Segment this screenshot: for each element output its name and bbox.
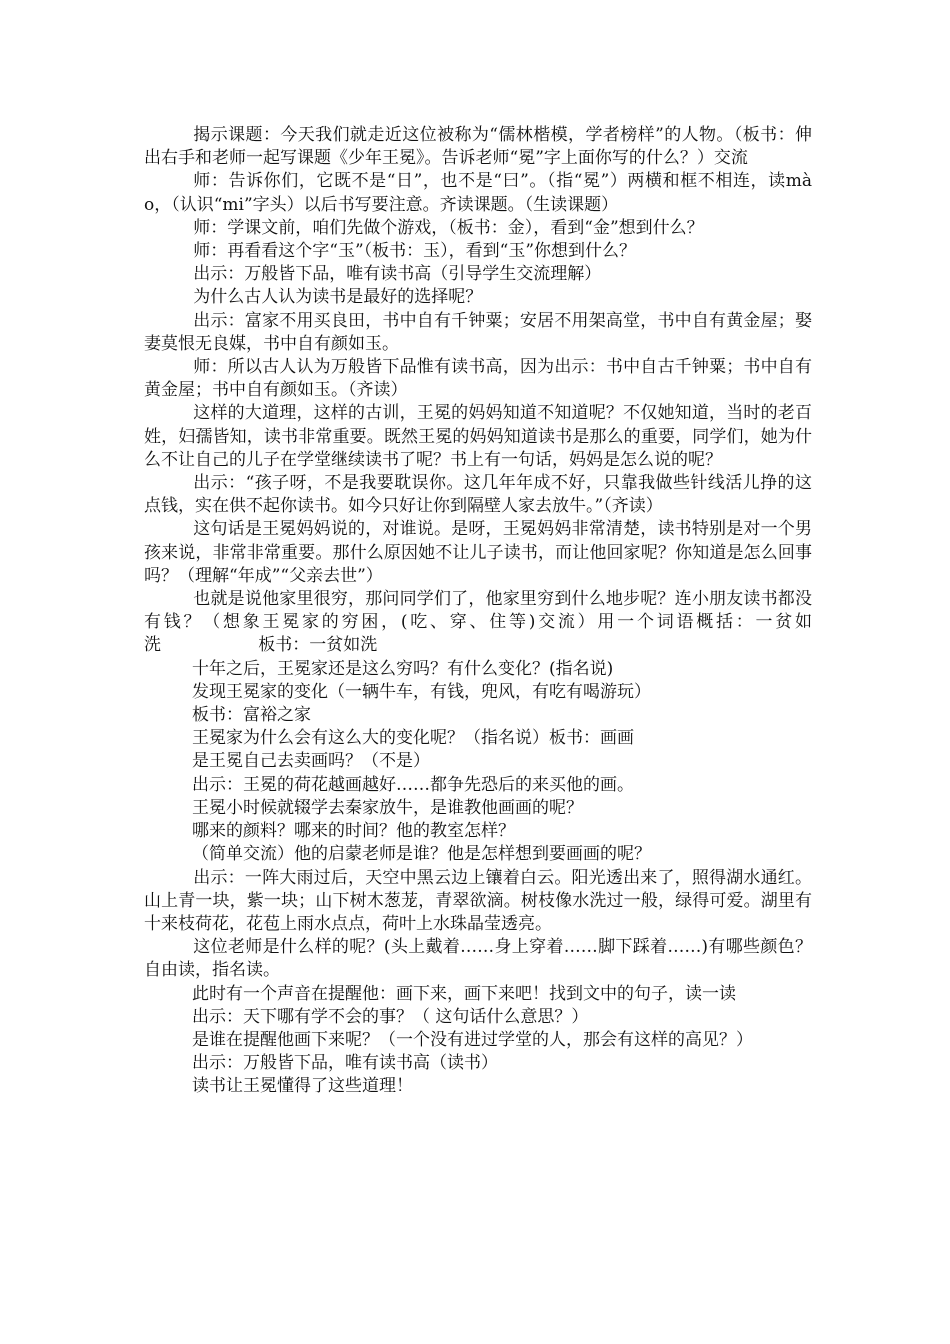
line: 此时有一个声音在提醒他：画下来，画下来吧！找到文中的句子，读一读 bbox=[192, 983, 736, 1004]
line: 是谁在提醒他画下来呢？（一个没有进过学堂的人，那会有这样的高见？） bbox=[192, 1029, 753, 1050]
line: 出示：天下哪有学不会的事？（ 这句话什么意思？） bbox=[192, 1006, 589, 1027]
paragraph: 这位老师是什么样的呢？(头上戴着……身上穿着……脚下踩着……)有哪些颜色？自由读，指名读。 bbox=[144, 937, 812, 981]
paragraph: 这样的大道理，这样的古训，王冕的妈妈知道不知道呢？不仅她知道，当时的老百姓，妇孺皆知，读书非常重要。既然王冕的妈妈知道读书是那么的重要，同学们，她为什么不让自己的儿子在学堂继续读书了呢？书上有一句话，妈妈是怎么说的呢？ bbox=[144, 403, 812, 470]
line: 是王冕自己去卖画吗？（不是） bbox=[192, 751, 430, 772]
line: 出示：万般皆下品，唯有读书高（读书） bbox=[192, 1053, 498, 1074]
line: 出示：王冕的荷花越画越好……都争先恐后的来买他的画。 bbox=[192, 774, 634, 795]
paragraph: 出示：“孩子呀，不是我要耽误你。这几年年成不好，只靠我做些针线活儿挣的这点钱，实在供不起你读书。如今只好让你到隔壁人家去放牛。”（齐读） bbox=[144, 473, 812, 517]
line: 十年之后，王冕家还是这么穷吗？有什么变化？(指名说) bbox=[192, 658, 614, 679]
board-note: 板书：一贫如洗 bbox=[258, 635, 378, 656]
line: 发现王冕家的变化（一辆牛车，有钱，兜风，有吃有喝游玩） bbox=[192, 681, 651, 702]
line: 哪来的颜料？哪来的时间？他的教室怎样？ bbox=[192, 821, 515, 842]
paragraph: 这句话是王冕妈妈说的，对谁说。是呀，王冕妈妈非常清楚，读书特别是对一个男孩来说，非常非常重要。那什么原因她不让儿子读书，而让他回家呢？你知道是怎么回事吗？（理解“年成”“父亲去世”） bbox=[144, 519, 812, 586]
line: 板书：富裕之家 bbox=[192, 705, 311, 726]
line: （简单交流）他的启蒙老师是谁？他是怎样想到要画画的呢？ bbox=[192, 844, 651, 865]
paragraph: 师：告诉你们，它既不是“日”，也不是“曰”。（指“冕”）两横和框不相连，读mào，（认识“mi”字头）以后书写要注意。齐读课题。（生读课题） bbox=[144, 171, 812, 215]
line: 王冕家为什么会有这么大的变化呢？（指名说）板书：画画 bbox=[192, 728, 634, 749]
paragraph: 师：所以古人认为万般皆下品惟有读书高，因为出示：书中自古千钟粟；书中自有黄金屋；书中自有颜如玉。（齐读） bbox=[144, 357, 812, 401]
document-body bbox=[144, 124, 812, 1099]
paragraph: 出示：富家不用买良田，书中自有千钟粟；安居不用架高堂，书中自有黄金屋；娶妻莫恨无良媒，书中自有颜如玉。 bbox=[144, 310, 812, 354]
line: 王冕小时候就辍学去秦家放牛，是谁教他画画的呢？ bbox=[192, 797, 583, 818]
paragraph: 揭示课题：今天我们就走近这位被称为“儒林楷模，学者榜样”的人物。（板书：伸出右手和老师一起写课题《少年王冕》。告诉老师“冕”字上面你写的什么？）交流 bbox=[144, 125, 812, 169]
paragraph: 为什么古人认为读书是最好的选择呢？ bbox=[193, 287, 483, 308]
paragraph-text: 也就是说他家里很穷，那问同学们了，他家里穷到什么地步呢？连小朋友读书都没有钱？（想象王冕家的穷困，(吃、穿、住等)交流）用一个词语概括：一贫如洗 bbox=[144, 589, 812, 656]
paragraph: 师：学课文前，咱们先做个游戏，（板书：金），看到“金”想到什么？ bbox=[193, 217, 704, 238]
paragraph: 师：再看看这个字“玉”（板书：玉），看到“玉”你想到什么？ bbox=[193, 241, 637, 262]
paragraph-with-board bbox=[144, 588, 812, 658]
paragraph: 出示：一阵大雨过后，天空中黑云边上镶着白云。阳光透出来了，照得湖水通红。山上青一块，紫一块；山下树木葱茏，青翠欲滴。树枝像水洗过一般，绿得可爱。湖里有十来枝荷花，花苞上雨水点点，荷叶上水珠晶莹透亮。 bbox=[144, 867, 812, 934]
paragraph: 出示：万般皆下品，唯有读书高（引导学生交流理解） bbox=[193, 264, 602, 285]
line: 读书让王冕懂得了这些道理！ bbox=[192, 1076, 413, 1097]
